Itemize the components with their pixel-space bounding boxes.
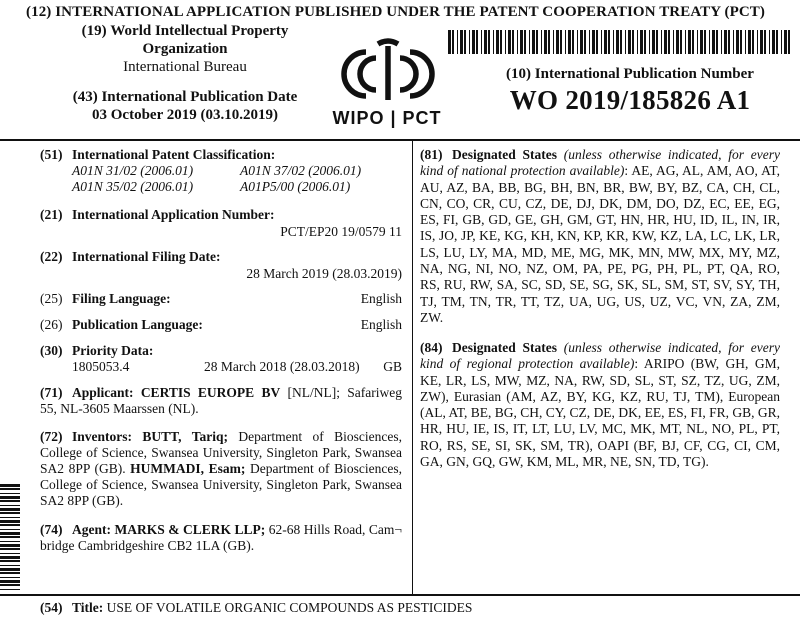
publication-date-value: 03 October 2019 (03.10.2019) [92, 107, 278, 123]
plang-code: (26) [40, 317, 63, 332]
ipc-entry: A01N 35/02 (2006.01) [72, 179, 194, 194]
inventors-section [40, 429, 402, 509]
document-header-line: (12) INTERNATIONAL APPLICATION PUBLISHED UNDER THE PATENT COOPERATION TREATY (PCT) [26, 4, 765, 20]
priority-number: 1805053.4 [72, 359, 130, 374]
inventor-address: Department of Biosciences, College of Science, Swansea University, Singleton Park, Swansea SA2 8PP (GB). [40, 429, 403, 476]
title-divider [0, 594, 800, 596]
agent-code: (74) [40, 522, 63, 537]
plang-value: English [360, 317, 402, 332]
des81-list: : AE, AG, AL, AM, AO, AT, AU, AZ, BA, BB, BG, BH, BN, BR, BW, BY, BZ, CA, CH, CL, CN, CO, CR, CU, CZ, DE, DJ, DK, DM, DO, DZ, EC, EE, EG, ES, FI, GB, GD, GE, GH, GM, GT, HN, HR, HU, ID, IL, IN, IR, IS, JO, JP, KE, KG, KH, KN, KP, KR, KW, KZ, LA, LC, LK, LR, LS, LU, LY, MA, MD, ME, MG, MK, MN, MW, MX, MY, MZ, NA, NG, NI, NO, NZ, OM, PA, PE, PG, PH, PL, PT, QA, RO, RS, RU, RW, SA, SC, SD, SE, SG, SK, SL, SM, ST, SV, SY, TH, TJ, TM, TN, TR, TT, TZ, UA, UG, US, UZ, VC, VN, ZA, ZM, ZW. [420, 163, 780, 325]
barcode [448, 30, 790, 54]
priority-date: 28 March 2018 (28.03.2018) [204, 359, 360, 374]
ipc-entry: A01N 37/02 (2006.01) [240, 163, 362, 178]
inventor-address: Department of Biosciences, College of Science, Swansea University, Singleton Park, Swansea SA2 8PP (GB). [40, 461, 402, 508]
column-divider [412, 141, 413, 594]
logo-text: WIPO | PCT [332, 108, 442, 128]
appnum-code: (21) [40, 207, 63, 222]
designated-states-national [420, 147, 780, 326]
title-label: Title: [72, 600, 104, 615]
title-code: (54) [40, 600, 63, 615]
header-divider [0, 139, 800, 141]
filing-language-section [40, 291, 402, 307]
des84-code: (84) [420, 340, 443, 355]
application-number-section [40, 207, 402, 240]
priority-label: Priority Data: [72, 343, 154, 358]
wipo-globe-logo [318, 36, 456, 128]
agent-label: Agent: [72, 522, 111, 537]
filing-code: (22) [40, 249, 63, 264]
publication-date-block [60, 88, 310, 124]
des81-label: Designated States [452, 147, 557, 162]
office-sub: International Bureau [123, 59, 247, 75]
applicant-address: [NL/NL]; Safariweg 55, NL-3605 Maarssen (NL). [40, 385, 402, 416]
publication-number: WO 2019/185826 A1 [509, 85, 751, 115]
publication-date-label: (43) International Publication Date [72, 89, 298, 105]
inventor-name: HUMMADI, Esam; [130, 461, 246, 476]
des81-note: (unless otherwise indicated, for every kind of national protection available) [420, 147, 780, 179]
ipc-entry: A01P5/00 (2006.01) [240, 179, 351, 194]
title-section [40, 600, 790, 616]
title-value: USE OF VOLATILE ORGANIC COMPOUNDS AS PESTICIDES [106, 600, 473, 615]
inventor-name: BUTT, Tariq; [142, 429, 228, 444]
publication-language-section [40, 317, 402, 333]
applicant-name: CERTIS EUROPE BV [140, 385, 281, 400]
priority-country: GB [383, 359, 402, 374]
appnum-value: PCT/EP20 19/0579 11 [280, 224, 402, 239]
priority-code: (30) [40, 343, 63, 358]
publication-number-block [480, 66, 780, 116]
office-code: (19) [81, 23, 107, 39]
publication-number-label: (10) International Publication Number [506, 66, 754, 82]
applicant-label: Applicant: [72, 385, 134, 400]
inventors-code: (72) [40, 429, 63, 444]
office-block [60, 22, 310, 76]
appnum-label: International Application Number: [72, 207, 275, 222]
filing-label: International Filing Date: [72, 249, 221, 264]
agent-address: 62-68 Hills Road, Cam¬ bridge Cambridgeshire CB2 1LA (GB). [40, 522, 402, 553]
des81-code: (81) [420, 147, 443, 162]
flang-code: (25) [40, 291, 63, 306]
applicant-section [40, 385, 402, 417]
flang-value: English [360, 291, 402, 306]
applicant-code: (71) [40, 385, 63, 400]
agent-name: MARKS & CLERK LLP; [114, 522, 266, 537]
agent-section [40, 522, 402, 554]
des84-note: (unless otherwise indicated, for every kind of regional protection available) [420, 340, 780, 372]
ipc-entry: A01N 31/02 (2006.01) [72, 163, 194, 178]
designated-states-regional [420, 340, 780, 470]
ipc-label: International Patent Classification: [72, 147, 276, 162]
office-name-2: Organization [142, 41, 228, 57]
plang-label: Publication Language: [72, 317, 203, 332]
office-name-1: World Intellectual Property [110, 23, 289, 39]
filing-date-section [40, 249, 402, 282]
filing-value: 28 March 2019 (28.03.2019) [246, 266, 402, 281]
flang-label: Filing Language: [72, 291, 171, 306]
ipc-section [40, 147, 402, 195]
barcode [0, 484, 20, 594]
ipc-code: (51) [40, 147, 63, 162]
des84-list: : ARIPO (BW, GH, GM, KE, LR, LS, MW, MZ, NA, RW, SD, SL, ST, SZ, TZ, UG, ZM, ZW), Eurasian (AM, AZ, BY, KG, KZ, RU, TJ, TM), European (AL, AT, BE, BG, CH, CY, CZ, DE, DK, EE, ES, FI, FR, GB, GR, HR, HU, IE, IS, IT, LT, LU, LV, MC, MK, MT, NL, NO, PL, PT, RO, RS, SE, SI, SK, SM, TR), OAPI (BF, BJ, CF, CG, CI, CM, GA, GN, GQ, GW, KM, ML, MR, NE, SN, TD, TG). [420, 356, 780, 470]
priority-section [40, 343, 402, 375]
des84-label: Designated States [452, 340, 557, 355]
inventors-label: Inventors: [72, 429, 132, 444]
